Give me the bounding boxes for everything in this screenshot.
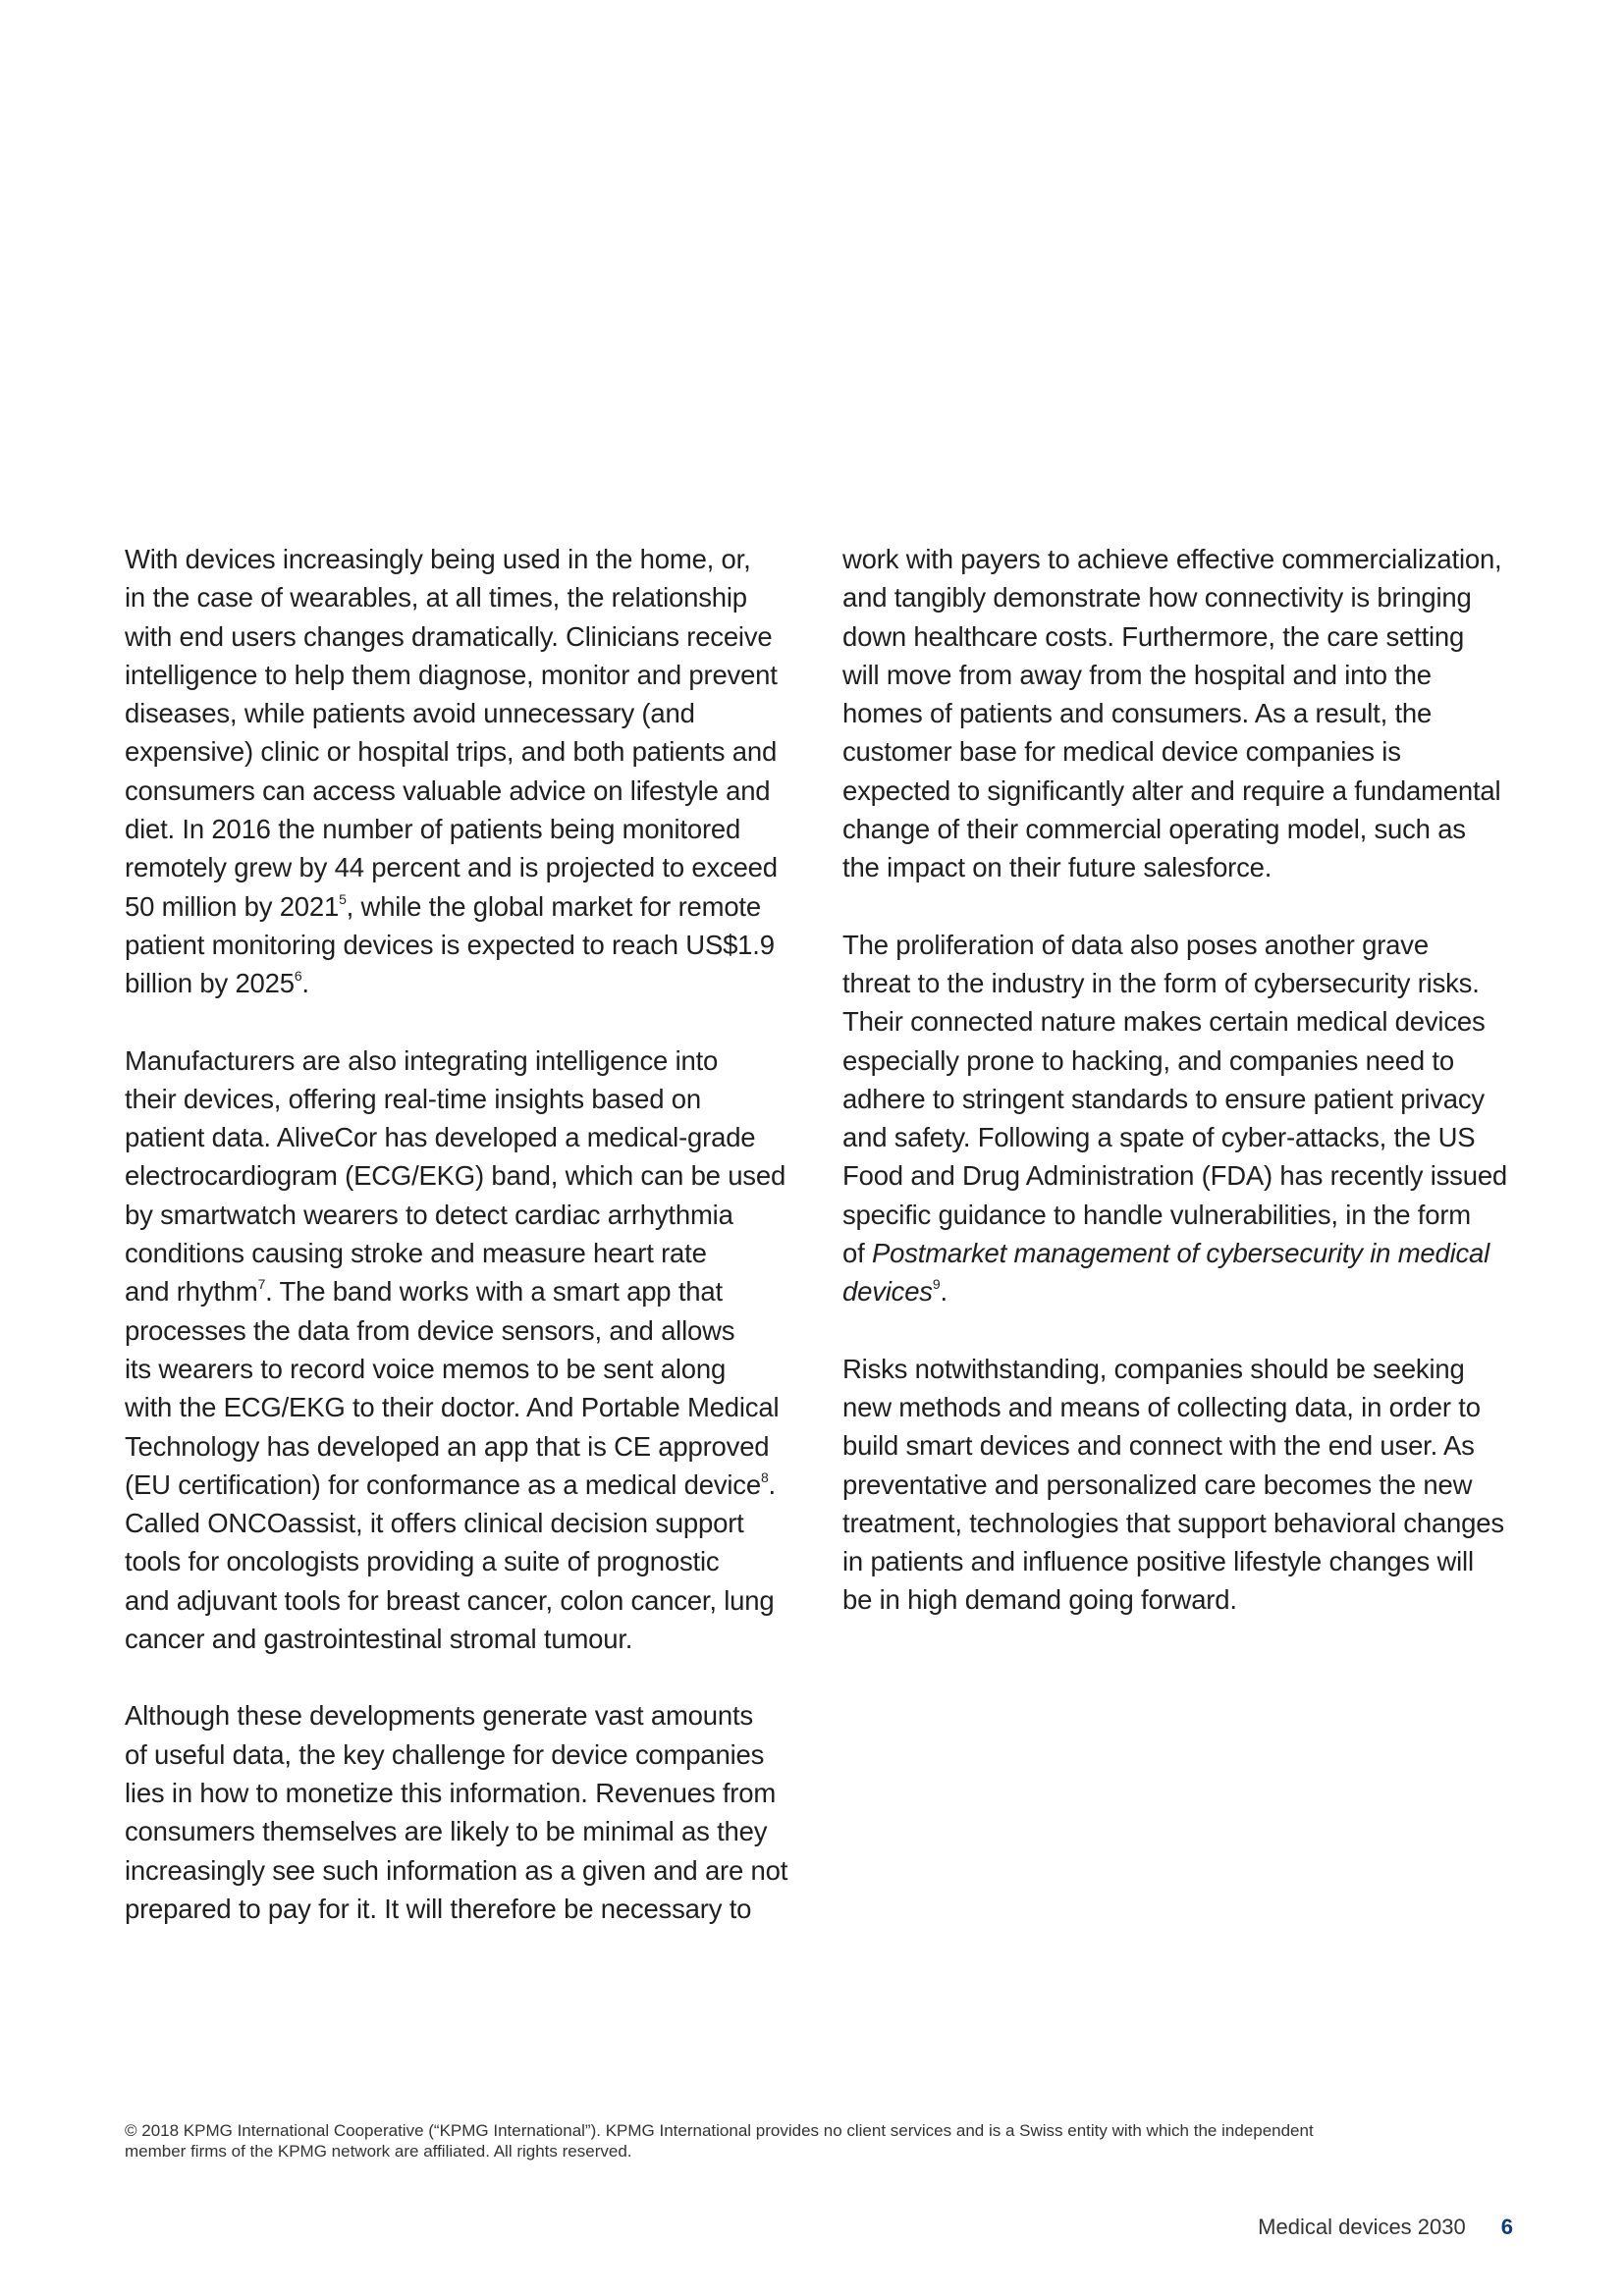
text-fragment: . <box>301 968 309 999</box>
text-line <box>842 1272 1520 1310</box>
text-line: Called ONCOassist, it offers clinical decision support <box>125 1508 744 1539</box>
text-line: electrocardiogram (ECG/EKG) band, which can be used <box>125 1160 786 1192</box>
text-line: work with payers to achieve effective commercialization, <box>842 544 1502 574</box>
text-line <box>125 1272 802 1310</box>
copyright-line: © 2018 KPMG International Cooperative (“KPMG International”). KPMG International provides no client services and is a Swiss entity with which the independent <box>125 2121 1314 2140</box>
paragraph-manufacturers <box>125 1041 802 1659</box>
text-line <box>125 887 802 926</box>
text-line: consumers themselves are likely to be minimal as they <box>125 1816 768 1847</box>
text-fragment: and rhythm <box>125 1276 258 1308</box>
text-line: diet. In 2016 the number of patients being monitored <box>125 814 741 845</box>
text-line: with the ECG/EKG to their doctor. And Portable Medical <box>125 1392 780 1423</box>
text-line: With devices increasingly being used in the home, or, <box>125 544 751 574</box>
text-fragment: . <box>940 1276 947 1308</box>
footnote-ref-9: 9 <box>932 1276 941 1293</box>
text-line: expected to significantly alter and require a fundamental <box>842 774 1501 806</box>
text-line: in patients and influence positive lifestyle changes will <box>842 1546 1474 1577</box>
text-fragment: , while the global market for remote <box>346 890 761 922</box>
text-line: Although these developments generate vast amounts <box>125 1700 753 1732</box>
text-fragment: . The band works with a smart app that <box>265 1276 723 1308</box>
text-line: cancer and gastrointestinal stromal tumour. <box>125 1624 633 1655</box>
paragraph-risks <box>842 1350 1520 1620</box>
paragraph-monetize <box>125 1696 802 1928</box>
paragraph-remote-monitoring <box>125 540 802 1003</box>
text-line: their devices, offering real-time insights based on <box>125 1083 701 1114</box>
text-line <box>125 964 802 1002</box>
copyright-line: member firms of the KPMG network are affiliated. All rights reserved. <box>125 2142 632 2161</box>
text-line: preventative and personalized care becomes the new <box>842 1468 1473 1500</box>
document-title: Medical devices 2030 <box>1258 2215 1466 2239</box>
text-fragment: of <box>842 1238 872 1269</box>
page-footer <box>1258 2213 1513 2242</box>
text-line: and safety. Following a spate of cyber-attacks, the US <box>842 1122 1476 1153</box>
paragraph-cybersecurity <box>842 926 1520 1311</box>
text-line: tools for oncologists providing a suite of prognostic <box>125 1546 720 1577</box>
text-line: expensive) clinic or hospital trips, and both patients and <box>125 736 778 768</box>
right-column <box>842 540 1520 1658</box>
text-line: Risks notwithstanding, companies should be seeking <box>842 1353 1465 1384</box>
text-line: its wearers to record voice memos to be sent along <box>125 1353 727 1384</box>
footnote-ref-6: 6 <box>294 968 302 985</box>
text-fragment: billion by 2025 <box>125 968 295 999</box>
page-number: 6 <box>1500 2215 1513 2239</box>
publication-title-end: devices <box>842 1276 933 1308</box>
text-line: specific guidance to handle vulnerabilities, in the form <box>842 1199 1472 1230</box>
text-line: in the case of wearables, at all times, the relationship <box>125 582 747 614</box>
text-line: change of their commercial operating model, such as <box>842 814 1466 845</box>
text-line: patient data. AliveCor has developed a medical-grade <box>125 1122 756 1153</box>
text-line <box>125 1466 802 1504</box>
footnote-ref-7: 7 <box>257 1276 266 1293</box>
text-line: and adjuvant tools for breast cancer, colon cancer, lung <box>125 1584 775 1616</box>
publication-title: Postmarket management of cybersecurity in medical <box>871 1238 1490 1269</box>
text-line: Manufacturers are also integrating intelligence into <box>125 1044 719 1076</box>
text-line: Food and Drug Administration (FDA) has recently issued <box>842 1160 1508 1192</box>
left-column <box>125 540 802 1966</box>
text-line: especially prone to hacking, and companies need to <box>842 1044 1454 1076</box>
text-line: down healthcare costs. Furthermore, the care setting <box>842 620 1465 652</box>
text-line: threat to the industry in the form of cybersecurity risks. <box>842 967 1480 998</box>
text-line: will move from away from the hospital and into the <box>842 659 1432 690</box>
text-line: increasingly see such information as a given and are not <box>125 1854 788 1886</box>
copyright-notice <box>125 2120 1519 2162</box>
footnote-ref-5: 5 <box>339 890 347 907</box>
text-line: The proliferation of data also poses another grave <box>842 929 1429 960</box>
text-line: consumers can access valuable advice on lifestyle and <box>125 774 771 806</box>
text-line: intelligence to help them diagnose, monitor and prevent <box>125 659 778 690</box>
text-line: by smartwatch wearers to detect cardiac arrhythmia <box>125 1199 733 1230</box>
text-fragment: 50 million by 2021 <box>125 890 340 922</box>
text-line: and tangibly demonstrate how connectivity is bringing <box>842 582 1472 614</box>
text-line: remotely grew by 44 percent and is projected to exceed <box>125 852 778 883</box>
text-line <box>842 1234 1520 1272</box>
text-line: customer base for medical device companies is <box>842 736 1401 768</box>
text-line: new methods and means of collecting data, in order to <box>842 1391 1481 1422</box>
text-line: homes of patients and consumers. As a result, the <box>842 698 1433 729</box>
text-line: Technology has developed an app that is CE approved <box>125 1430 770 1462</box>
text-line: build smart devices and connect with the end user. As <box>842 1430 1475 1462</box>
text-line: diseases, while patients avoid unnecessary (and <box>125 698 695 729</box>
text-fragment: . <box>768 1468 776 1500</box>
text-line: Their connected nature makes certain medical devices <box>842 1006 1486 1038</box>
text-line: of useful data, the key challenge for device companies <box>125 1738 765 1770</box>
text-line: be in high demand going forward. <box>842 1584 1237 1616</box>
text-line: the impact on their future salesforce. <box>842 852 1272 883</box>
text-line: adhere to stringent standards to ensure patient privacy <box>842 1083 1485 1114</box>
text-line: conditions causing stroke and measure heart rate <box>125 1238 707 1269</box>
text-line: patient monitoring devices is expected to reach US$1.9 <box>125 929 775 960</box>
footnote-ref-8: 8 <box>760 1468 769 1485</box>
text-line: lies in how to monetize this information. Revenues from <box>125 1777 777 1808</box>
text-fragment: (EU certification) for conformance as a medical device <box>125 1468 761 1500</box>
text-line: with end users changes dramatically. Clinicians receive <box>125 620 773 652</box>
paragraph-payers <box>842 540 1520 887</box>
text-line: processes the data from device sensors, and allows <box>125 1314 735 1346</box>
text-line: prepared to pay for it. It will therefore be necessary to <box>125 1893 752 1924</box>
text-line: treatment, technologies that support behavioral changes <box>842 1507 1504 1538</box>
